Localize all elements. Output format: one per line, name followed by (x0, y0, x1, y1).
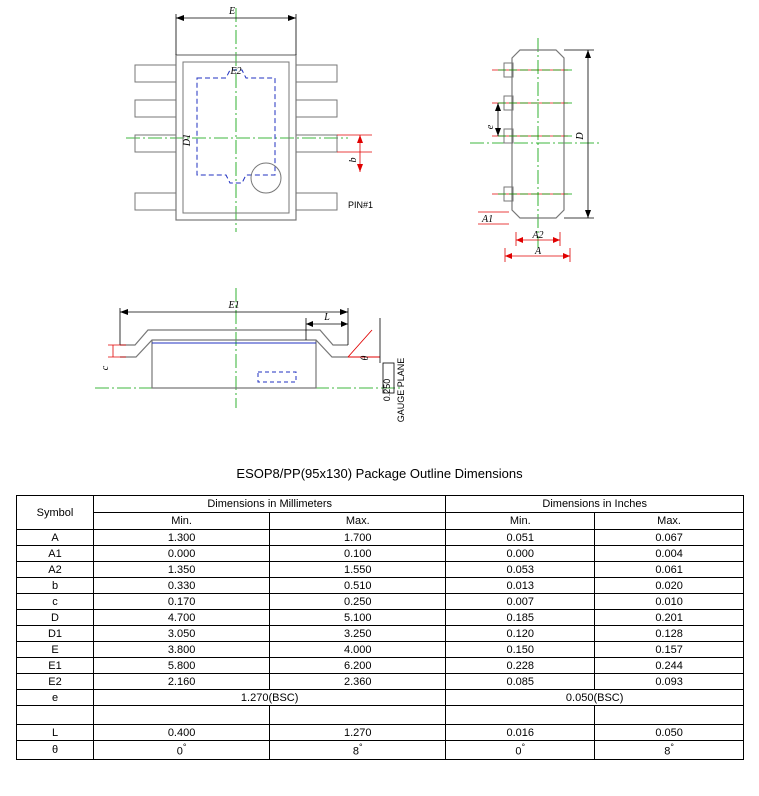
label-E: E (228, 6, 236, 17)
table-header-row (17, 496, 744, 513)
cell-in-max: 0.020 (595, 578, 744, 594)
cell-in-max: 0.093 (595, 674, 744, 690)
degree-sign: ° (359, 742, 363, 752)
header-in: Dimensions in Inches (446, 496, 744, 513)
cell-in-max: 0.050 (595, 725, 744, 741)
header-symbol: Symbol (17, 496, 94, 530)
cell-in-max: 0.004 (595, 546, 744, 562)
cell-in-min: 0.051 (446, 530, 595, 546)
cell-mm-bsc: 1.270(BSC) (94, 690, 446, 706)
cell-mm-max: 0.250 (270, 594, 446, 610)
cell-symbol: E (17, 642, 94, 658)
cell-mm-max: 8° (270, 741, 446, 760)
label-A: A (534, 246, 542, 257)
table-row (17, 658, 744, 674)
page-title: ESOP8/PP(95x130) Package Outline Dimensions (236, 466, 523, 481)
label-gauge-plane: GAUGE PLANE (396, 357, 406, 423)
cell-symbol: A1 (17, 546, 94, 562)
cell-in-min: 0.016 (446, 725, 595, 741)
cell-mm-max: 0.510 (270, 578, 446, 594)
cell-mm-max: 1.700 (270, 530, 446, 546)
cell-in-min: 0.013 (446, 578, 595, 594)
cell-symbol (17, 706, 94, 725)
subheader-in-max: Max. (595, 513, 744, 530)
dimensions-table (16, 495, 744, 760)
cell-mm-min: 0.170 (94, 594, 270, 610)
cell-in-min: 0.185 (446, 610, 595, 626)
cell-symbol: A2 (17, 562, 94, 578)
cell-in-max: 0.157 (595, 642, 744, 658)
cell-mm-min: 0° (94, 741, 270, 760)
cell-mm-min: 4.700 (94, 610, 270, 626)
cell-mm-min: 3.800 (94, 642, 270, 658)
cell-mm-min: 3.050 (94, 626, 270, 642)
degree-sign: ° (182, 742, 187, 752)
side-view (470, 38, 600, 262)
label-pin1: PIN#1 (348, 200, 374, 210)
top-view (126, 6, 373, 232)
label-gauge-value: 0.250 (382, 378, 392, 402)
cell-in-max: 0.128 (595, 626, 744, 642)
cell-in-min: 0.228 (446, 658, 595, 674)
table-row (17, 674, 744, 690)
cell-symbol: D (17, 610, 94, 626)
table-row (17, 642, 744, 658)
label-b: b (348, 157, 359, 163)
cell-symbol: θ (17, 741, 94, 760)
label-D1: D1 (182, 133, 193, 147)
table-row (17, 725, 744, 741)
table-row (17, 741, 744, 760)
degree-sign: ° (670, 742, 674, 752)
label-c: c (100, 365, 111, 371)
cell-in-max: 0.067 (595, 530, 744, 546)
table-row-blank (17, 706, 744, 725)
label-E2: E2 (230, 66, 242, 77)
cell-in-min: 0.085 (446, 674, 595, 690)
cell-in-max: 0.010 (595, 594, 744, 610)
cell-symbol: E1 (17, 658, 94, 674)
cell-mm-max: 3.250 (270, 626, 446, 642)
cell-in-max: 0.061 (595, 562, 744, 578)
cell-mm-max: 2.360 (270, 674, 446, 690)
cell-in-min: 0° (446, 741, 595, 760)
cell-in-max: 0.244 (595, 658, 744, 674)
label-E1: E1 (228, 300, 240, 311)
label-A2: A2 (532, 230, 544, 241)
label-L: L (324, 312, 330, 323)
cell-mm-max: 1.270 (270, 725, 446, 741)
cell-mm-min: 5.800 (94, 658, 270, 674)
cell-mm-max: 6.200 (270, 658, 446, 674)
cell-in-min: 0.150 (446, 642, 595, 658)
cell-symbol: E2 (17, 674, 94, 690)
table-row (17, 562, 744, 578)
cell-mm-max (270, 706, 446, 725)
subheader-mm-min: Min. (94, 513, 270, 530)
cell-in-max: 8° (595, 741, 744, 760)
header-mm: Dimensions in Millimeters (94, 496, 446, 513)
table-subheader-row (17, 513, 744, 530)
table-row (17, 578, 744, 594)
cell-in-min: 0.007 (446, 594, 595, 610)
cell-in-max (595, 706, 744, 725)
cell-mm-min: 2.160 (94, 674, 270, 690)
cell-symbol: e (17, 690, 94, 706)
cell-mm-min: 0.000 (94, 546, 270, 562)
cell-symbol: A (17, 530, 94, 546)
front-view (95, 288, 406, 422)
cell-in-min: 0.053 (446, 562, 595, 578)
cell-symbol: c (17, 594, 94, 610)
cell-in-min: 0.000 (446, 546, 595, 562)
cell-mm-min: 0.400 (94, 725, 270, 741)
label-A1: A1 (482, 214, 494, 225)
cell-in-bsc: 0.050(BSC) (446, 690, 744, 706)
label-theta: θ (360, 355, 371, 361)
table-row (17, 626, 744, 642)
subheader-in-min: Min. (446, 513, 595, 530)
table-row (17, 610, 744, 626)
cell-mm-max: 1.550 (270, 562, 446, 578)
cell-mm-max: 4.000 (270, 642, 446, 658)
cell-mm-max: 0.100 (270, 546, 446, 562)
label-D: D (575, 132, 586, 140)
cell-mm-max: 5.100 (270, 610, 446, 626)
label-e: e (485, 124, 496, 130)
cell-in-min (446, 706, 595, 725)
cell-symbol: b (17, 578, 94, 594)
cell-in-min: 0.120 (446, 626, 595, 642)
cell-symbol: D1 (17, 626, 94, 642)
table-row (17, 530, 744, 546)
cell-mm-min: 1.350 (94, 562, 270, 578)
table-row (17, 594, 744, 610)
cell-mm-min: 0.330 (94, 578, 270, 594)
dimensions-table-wrap (16, 495, 744, 760)
cell-mm-min: 1.300 (94, 530, 270, 546)
table-row-pitch (17, 690, 744, 706)
subheader-mm-max: Max. (270, 513, 446, 530)
degree-sign: ° (521, 742, 526, 752)
cell-in-max: 0.201 (595, 610, 744, 626)
cell-symbol: L (17, 725, 94, 741)
table-row (17, 546, 744, 562)
cell-mm-min (94, 706, 270, 725)
